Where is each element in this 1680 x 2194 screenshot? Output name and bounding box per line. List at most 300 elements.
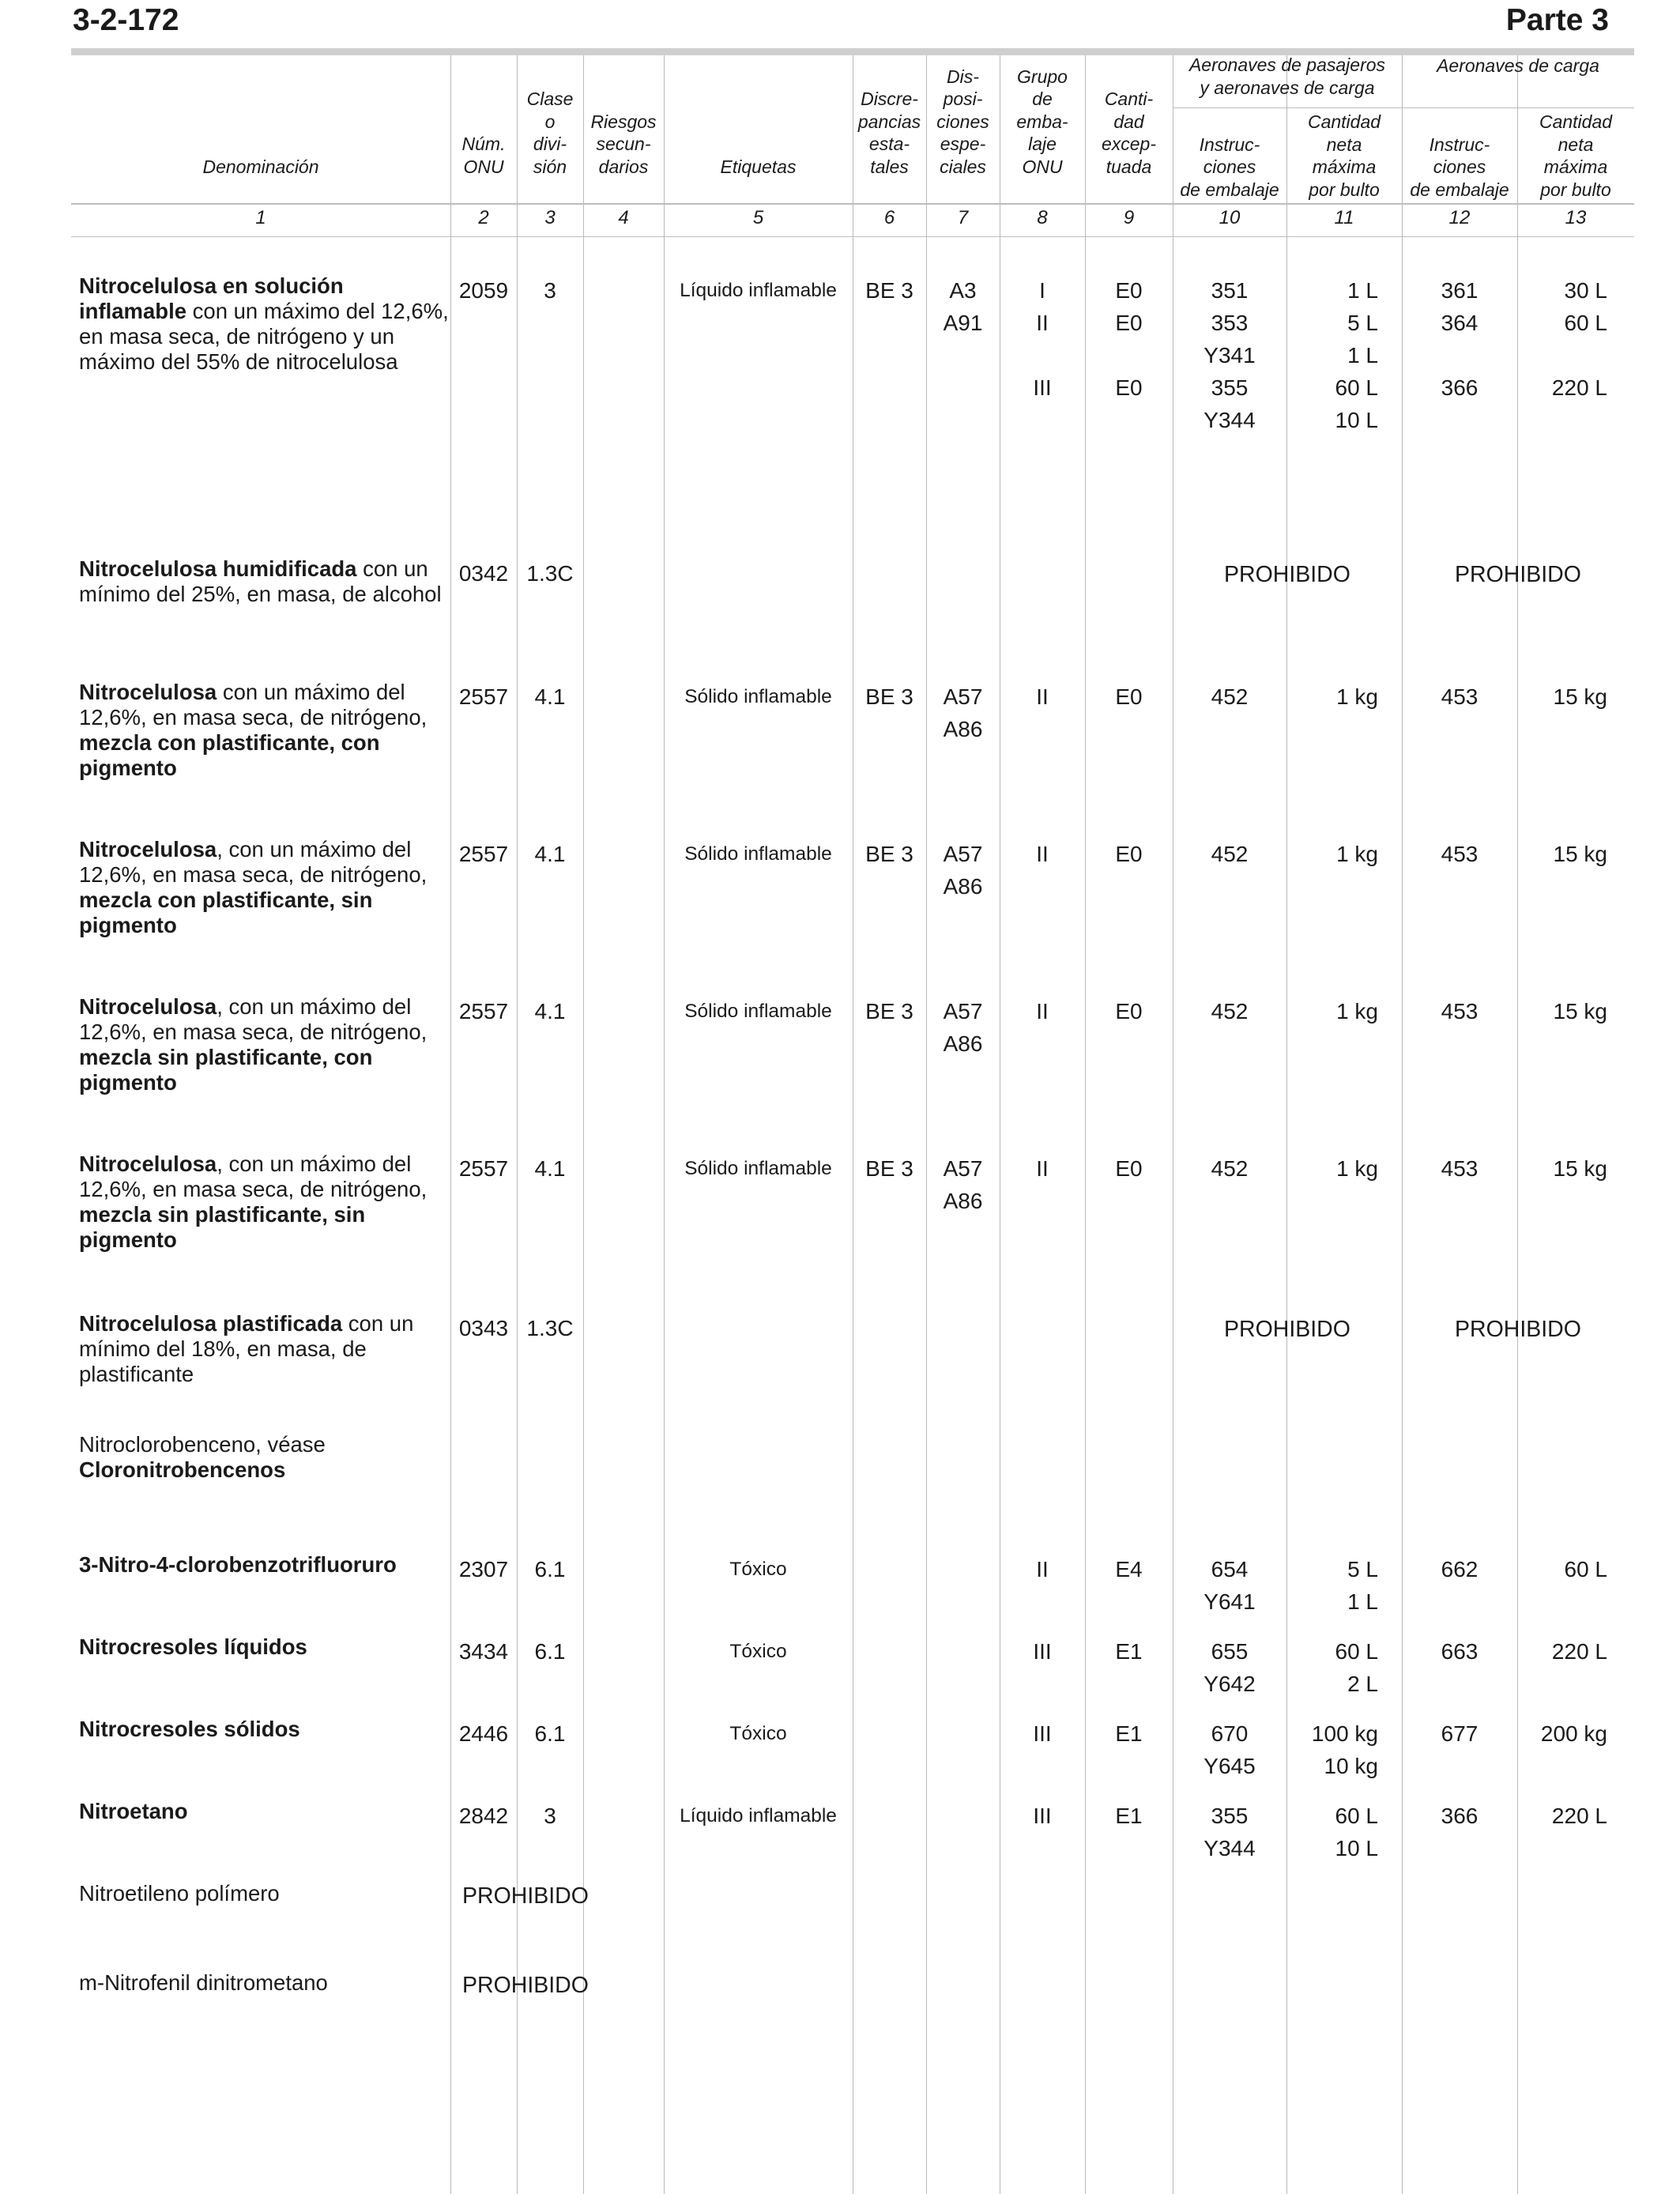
cargo-packing-instruction-value: 366 [1441,375,1478,400]
col-header-discrepancias-line: pancias [857,111,921,132]
page-number: 3-2-172 [73,3,179,37]
special-provisions [926,278,1000,343]
pax-max-quantity-value: 5 L [1347,311,1378,335]
pax-max-quantity-value: 100 kg [1311,1721,1378,1746]
class-division: 6.1 [534,1557,566,1581]
col-header-denominacion [71,156,450,179]
excepted-quantity [1085,1721,1173,1754]
cargo-packing-instruction [1402,278,1517,440]
column-divider [1286,55,1287,2194]
packing-group-value: III [1033,1804,1052,1828]
cargo-packing-instruction [1402,1639,1517,1672]
col-header-discrepancias-line: esta- [868,134,910,154]
pax-packing-instruction [1173,684,1286,717]
pax-max-quantity-value: 10 L [1335,1836,1378,1860]
packing-group [1000,842,1085,874]
col-header-denominacion-line: Denominación [202,156,319,177]
excepted-quantity-value: E0 [1115,278,1143,303]
excepted-quantity-value: E0 [1115,684,1143,709]
cargo-max-quantity-value [1524,343,1607,375]
denominacion-bold: Nitrocelulosa [79,1152,217,1176]
denominacion-bold: Nitrocelulosa [79,680,217,704]
packing-group [1000,1557,1085,1589]
col-header-cantidad-pax-line: por bulto [1309,179,1380,200]
cargo-packing-instruction [1402,1557,1517,1589]
class-division: 4.1 [534,999,566,1023]
row-denominacion [79,1432,450,1483]
cargo-max-quantity-value: 15 kg [1553,1156,1607,1181]
special-provisions-value: A57 [943,999,983,1023]
col-header-cantidad-pax-line: neta [1326,134,1362,155]
cargo-packing-instruction-value: 453 [1441,684,1478,709]
cargo-packing-instruction-value: 663 [1441,1639,1478,1664]
row-denominacion [79,1634,450,1660]
cargo-max-quantity-value: 220 L [1551,1804,1607,1828]
col-header-grupo-line: de [1032,89,1053,109]
denominacion-text: con un máximo del 12,6%, en masa seca, de nitrógeno, [79,680,428,729]
column-number-11: 11 [1334,207,1354,228]
class-division: 4.1 [534,842,566,866]
cargo-max-quantity [1524,999,1607,1031]
col-header-cantidad-cargo-line: máxima [1543,156,1608,177]
cargo-packing-instruction-value: 453 [1441,999,1478,1023]
row-denominacion [79,680,450,781]
pax-max-quantity-value: 1 L [1347,278,1378,303]
denominacion-text: , con un máximo del 12,6%, en masa seca, de nitrógeno, [79,837,428,887]
excepted-quantity [1085,1156,1173,1189]
excepted-quantity-value: E0 [1115,999,1143,1023]
column-number-6: 6 [883,207,895,228]
pax-max-quantity [1293,1804,1378,1868]
prohibited-cargo: PROHIBIDO [1455,1317,1581,1342]
label-etiqueta: Tóxico [729,1559,787,1580]
cargo-max-quantity-value: 60 L [1564,311,1607,335]
col-header-clase-line: o [544,111,556,132]
row-denominacion [79,1799,450,1824]
pax-max-quantity-value: 60 L [1335,1804,1378,1828]
group-header-cargo [1402,55,1634,77]
denominacion-text: con un mínimo del 25%, en masa, de alcohol [79,556,442,606]
cargo-packing-instruction-value [1402,343,1517,375]
excepted-quantity-value: E1 [1115,1804,1143,1828]
packing-group-value [1000,408,1085,440]
column-number-2: 2 [478,207,489,228]
pax-max-quantity-value: 1 kg [1336,1156,1378,1181]
class-division: 4.1 [534,684,566,709]
pax-packing-instruction-value: Y344 [1203,1836,1256,1860]
excepted-quantity-value: E0 [1115,311,1143,335]
packing-group-value: I [1039,278,1045,303]
label-etiqueta: Sólido inflamable [684,843,832,865]
cargo-packing-instruction-value: 366 [1441,1804,1478,1828]
number-row-rule [71,236,1634,237]
label-etiqueta: Sólido inflamable [684,1001,832,1022]
pax-max-quantity-value: 5 L [1347,1557,1378,1581]
col-header-riesgos-line: darios [598,156,649,177]
class-division: 1.3C [526,1316,574,1340]
header-bottom-rule [71,203,1634,205]
column-number-8: 8 [1037,207,1048,228]
col-header-instrucciones-cargo [1402,134,1517,202]
pax-packing-instruction [1173,1804,1286,1868]
excepted-quantity [1085,1804,1173,1836]
state-variation: BE 3 [865,684,913,709]
label-etiqueta: Tóxico [729,1641,787,1662]
packing-group-value: II [1036,311,1049,335]
col-header-instrucciones-cargo-line: Instruc- [1429,134,1490,155]
column-divider [664,55,665,2194]
prohibited-all: PROHIBIDO [462,1883,589,1909]
col-header-num-onu [450,133,517,178]
cargo-packing-instruction [1402,684,1517,717]
denominacion-text: Nitroclorobenceno, véase [79,1432,326,1457]
cargo-packing-instruction [1402,1721,1517,1754]
cargo-packing-instruction-value: 361 [1441,278,1478,303]
cargo-packing-instruction-value: 677 [1441,1721,1478,1746]
prohibited-pax: PROHIBIDO [1224,1317,1350,1342]
packing-group-value: II [1036,684,1049,709]
un-number: 3434 [458,1639,509,1664]
row-denominacion [79,556,450,607]
column-number-12: 12 [1448,207,1471,228]
cargo-max-quantity [1524,1557,1607,1589]
column-number-5: 5 [752,207,764,228]
denominacion-bold: Nitroetano [79,1799,188,1823]
un-number: 2842 [458,1804,509,1828]
col-header-discrepancias-line: tales [870,156,909,177]
excepted-quantity-value [1085,343,1173,375]
class-division: 6.1 [534,1721,566,1746]
col-header-disposiciones-line: posi- [943,89,983,109]
pax-max-quantity-value: 1 L [1347,1589,1378,1614]
un-number: 2446 [458,1721,509,1746]
col-header-disposiciones-line: ciales [940,156,986,177]
denominacion-bold: Nitrocelulosa [79,837,217,861]
col-header-cantidad-exceptuada-line: excep- [1101,134,1157,154]
un-number: 0342 [458,561,509,586]
class-division: 3 [544,278,556,303]
pax-max-quantity-value: 60 L [1335,1639,1378,1664]
row-denominacion [79,994,450,1095]
cargo-packing-instruction [1402,999,1517,1031]
col-header-num-onu-line: Núm. [461,134,506,154]
column-divider [450,55,451,2194]
label-etiqueta: Tóxico [729,1723,787,1744]
cargo-max-quantity [1524,1639,1607,1672]
pax-max-quantity [1293,1557,1378,1622]
cargo-packing-instruction-value: 662 [1441,1557,1478,1581]
special-provisions [926,1156,1000,1221]
col-header-instrucciones-cargo-line: ciones [1433,156,1486,177]
pax-max-quantity-value: 10 L [1335,408,1378,432]
pax-max-quantity-value: 1 kg [1336,842,1378,866]
col-header-riesgos-line: Riesgos [590,111,657,132]
col-header-disposiciones-line: Dis- [947,66,979,87]
special-provisions [926,999,1000,1064]
group-header-pax-line: y aeronaves de carga [1200,77,1375,98]
cargo-max-quantity [1524,1156,1607,1189]
label-etiqueta: Sólido inflamable [684,1158,832,1179]
special-provisions-value: A57 [943,842,983,866]
denominacion-text: con un mínimo del 18%, en masa, de plastificante [79,1311,414,1386]
pax-packing-instruction-value: 355 [1211,1804,1249,1828]
col-header-num-onu-line: ONU [463,156,504,177]
excepted-quantity [1085,278,1173,440]
pax-max-quantity-value: 60 L [1335,375,1378,400]
special-provisions-value: A86 [943,717,983,741]
col-header-cantidad-pax-line: máxima [1312,156,1377,177]
col-header-instrucciones-pax-line: ciones [1203,156,1256,177]
cargo-packing-instruction-value: 364 [1441,311,1478,335]
column-number-10: 10 [1219,207,1241,228]
cargo-max-quantity [1524,1804,1607,1836]
col-header-cantidad-cargo-line: por bulto [1540,179,1611,200]
pax-packing-instruction [1173,278,1286,440]
col-header-etiquetas-line: Etiquetas [720,156,797,177]
cargo-max-quantity-value: 220 L [1551,1639,1607,1664]
denominacion-text: Nitroetileno polímero [79,1881,280,1906]
pax-max-quantity-value: 2 L [1347,1672,1378,1696]
pax-packing-instruction-value: 355 [1211,375,1249,400]
col-header-cantidad-cargo-line: neta [1558,134,1594,155]
pax-packing-instruction-value: Y341 [1203,343,1256,368]
pax-packing-instruction-value: 452 [1211,999,1249,1023]
packing-group [1000,1721,1085,1754]
col-header-cantidad-exceptuada-line: Canti- [1104,89,1154,109]
row-denominacion [79,1311,450,1387]
special-provisions-value: A3 [949,278,977,303]
special-provisions [926,842,1000,907]
pax-max-quantity [1293,1721,1378,1786]
cargo-max-quantity-value [1524,408,1607,440]
class-division: 1.3C [526,561,574,586]
row-denominacion [79,273,450,375]
row-denominacion [79,1717,450,1742]
pax-packing-instruction [1173,1156,1286,1189]
cargo-max-quantity-value: 15 kg [1553,999,1607,1023]
special-provisions-value: A86 [943,1031,983,1056]
col-header-discrepancias [853,88,926,178]
cargo-max-quantity-value: 200 kg [1540,1721,1607,1746]
pax-packing-instruction-value: 655 [1211,1639,1249,1664]
cargo-max-quantity-value: 60 L [1564,1557,1607,1581]
un-number: 0343 [458,1316,509,1340]
packing-group-value: II [1036,1557,1049,1581]
pax-packing-instruction-value: Y642 [1203,1672,1256,1696]
packing-group-value [1000,343,1085,375]
prohibited-all: PROHIBIDO [462,1973,589,1998]
excepted-quantity-value [1085,408,1173,440]
cargo-max-quantity-value: 30 L [1564,278,1607,303]
special-provisions-value: A57 [943,684,983,709]
pax-max-quantity [1293,1639,1378,1704]
pax-packing-instruction-value: 452 [1211,1156,1249,1181]
state-variation: BE 3 [865,1156,913,1181]
packing-group [1000,278,1085,440]
class-division: 4.1 [534,1156,566,1181]
cargo-max-quantity-value: 220 L [1551,375,1607,400]
pax-packing-instruction-value: Y641 [1203,1589,1256,1614]
state-variation: BE 3 [865,278,913,303]
column-number-7: 7 [957,207,969,228]
row-denominacion [79,1881,450,1906]
special-provisions [926,684,1000,749]
packing-group-value: II [1036,1156,1049,1181]
pax-packing-instruction-value: Y344 [1203,408,1256,432]
packing-group [1000,684,1085,717]
denominacion-bold: Nitrocelulosa en solución inflamable [79,273,344,323]
denominacion-bold: mezcla con plastificante, con pigmento [79,730,380,780]
excepted-quantity-value: E1 [1115,1721,1143,1746]
column-divider [926,55,927,2194]
excepted-quantity [1085,1639,1173,1672]
column-number-1: 1 [255,207,266,228]
state-variation: BE 3 [865,842,913,866]
prohibited-pax: PROHIBIDO [1224,562,1350,587]
denominacion-bold: Nitrocelulosa plastificada [79,1311,343,1336]
row-denominacion [79,1152,450,1253]
col-header-grupo-line: Grupo [1017,66,1068,87]
state-variation: BE 3 [865,999,913,1023]
denominacion-bold: mezcla sin plastificante, con pigmento [79,1045,373,1095]
cargo-max-quantity [1524,684,1607,717]
pax-packing-instruction-value: 351 [1211,278,1249,303]
col-header-cantidad-pax-line: Cantidad [1307,111,1381,132]
col-header-riesgos-line: secun- [596,134,651,154]
group-header-rule [1173,107,1634,108]
pax-max-quantity-value: 10 kg [1324,1754,1378,1778]
excepted-quantity-value: E1 [1115,1639,1143,1664]
row-denominacion [79,1970,450,1996]
class-division: 6.1 [534,1639,566,1664]
excepted-quantity [1085,842,1173,874]
un-number: 2307 [458,1557,509,1581]
pax-max-quantity [1293,999,1378,1031]
excepted-quantity-value: E0 [1115,1156,1143,1181]
denominacion-text: , con un máximo del 12,6%, en masa seca, de nitrógeno, [79,994,428,1044]
un-number: 2557 [458,999,509,1023]
pax-packing-instruction-value: 452 [1211,842,1249,866]
denominacion-bold: mezcla sin plastificante, sin pigmento [79,1202,366,1252]
pax-packing-instruction-value: 654 [1211,1557,1249,1581]
pax-packing-instruction-value: 353 [1211,311,1249,335]
excepted-quantity-value: E0 [1115,842,1143,866]
denominacion-bold: Cloronitrobencenos [79,1457,286,1482]
cargo-packing-instruction [1402,842,1517,874]
cargo-packing-instruction [1402,1804,1517,1836]
packing-group [1000,999,1085,1031]
special-provisions-value: A86 [943,874,983,899]
col-header-etiquetas [664,156,853,179]
special-provisions-value: A86 [943,1189,983,1213]
packing-group-value: II [1036,999,1049,1023]
denominacion-bold: mezcla con plastificante, sin pigmento [79,888,373,937]
col-header-grupo [1000,66,1085,179]
pax-packing-instruction [1173,1639,1286,1704]
cargo-max-quantity [1524,278,1607,440]
col-header-clase-line: sión [533,156,567,177]
label-etiqueta: Líquido inflamable [680,280,837,301]
row-denominacion [79,837,450,938]
row-denominacion [79,1552,450,1578]
column-number-9: 9 [1123,207,1135,228]
denominacion-bold: Nitrocelulosa [79,994,217,1019]
special-provisions-value: A57 [943,1156,983,1181]
group-header-pax-line: Aeronaves de pasajeros [1188,55,1386,75]
cargo-packing-instruction [1402,1156,1517,1189]
un-number: 2557 [458,842,509,866]
excepted-quantity [1085,999,1173,1031]
un-number: 2059 [458,278,509,303]
column-number-4: 4 [618,207,629,228]
denominacion-bold: Nitrocresoles líquidos [79,1634,307,1659]
packing-group [1000,1804,1085,1836]
packing-group [1000,1156,1085,1189]
col-header-discrepancias-line: Discre- [861,89,918,109]
denominacion-text: , con un máximo del 12,6%, en masa seca, de nitrógeno, [79,1152,428,1201]
cargo-packing-instruction-value [1402,408,1517,440]
col-header-instrucciones-pax-line: de embalaje [1180,179,1279,200]
label-etiqueta: Sólido inflamable [684,686,832,707]
excepted-quantity-value: E4 [1115,1557,1143,1581]
denominacion-bold: Nitrocresoles sólidos [79,1717,300,1741]
pax-max-quantity [1293,684,1378,717]
excepted-quantity [1085,1557,1173,1589]
denominacion-bold: Nitrocelulosa humidificada [79,556,357,581]
packing-group-value: III [1033,375,1052,400]
un-number: 2557 [458,684,509,709]
pax-packing-instruction [1173,842,1286,874]
packing-group-value: III [1033,1639,1052,1664]
col-header-grupo-line: emba- [1016,111,1068,132]
column-number-13: 13 [1565,207,1587,228]
denominacion-text: con un máximo del 12,6%, en masa seca, de nitrógeno y un máximo del 55% de nitrocelulosa [79,299,449,374]
col-header-cantidad-cargo [1517,111,1634,201]
denominacion-text: m-Nitrofenil dinitrometano [79,1970,328,1995]
col-header-cantidad-cargo-line: Cantidad [1539,111,1613,132]
col-header-instrucciones-cargo-line: de embalaje [1410,179,1509,200]
packing-group [1000,1639,1085,1672]
pax-packing-instruction-value: Y645 [1203,1754,1256,1778]
col-header-instrucciones-pax-line: Instruc- [1199,134,1260,155]
col-header-clase-line: Clase [526,89,574,109]
col-header-grupo-line: ONU [1022,156,1063,177]
col-header-grupo-line: laje [1028,134,1057,154]
cargo-max-quantity-value: 15 kg [1553,684,1607,709]
col-header-disposiciones-line: ciones [936,111,989,132]
col-header-cantidad-exceptuada [1085,88,1173,178]
col-header-cantidad-exceptuada-line: dad [1113,111,1144,132]
col-header-clase [517,88,583,178]
pax-max-quantity-value: 1 L [1347,343,1378,368]
cargo-max-quantity-value: 15 kg [1553,842,1607,866]
cargo-max-quantity [1524,842,1607,874]
pax-max-quantity-value: 1 kg [1336,999,1378,1023]
special-provisions-value: A91 [943,311,983,335]
col-header-riesgos [583,111,664,179]
packing-group-value: III [1033,1721,1052,1746]
cargo-packing-instruction-value: 453 [1441,842,1478,866]
col-header-cantidad-exceptuada-line: tuada [1106,156,1152,177]
pax-packing-instruction-value: 452 [1211,684,1249,709]
column-divider [583,55,584,2194]
column-number-3: 3 [544,207,556,228]
pax-packing-instruction [1173,1557,1286,1622]
column-divider [1517,55,1518,2194]
cargo-packing-instruction-value: 453 [1441,1156,1478,1181]
denominacion-bold: 3-Nitro-4-clorobenzotrifluoruro [79,1552,397,1577]
col-header-cantidad-pax [1286,111,1402,201]
